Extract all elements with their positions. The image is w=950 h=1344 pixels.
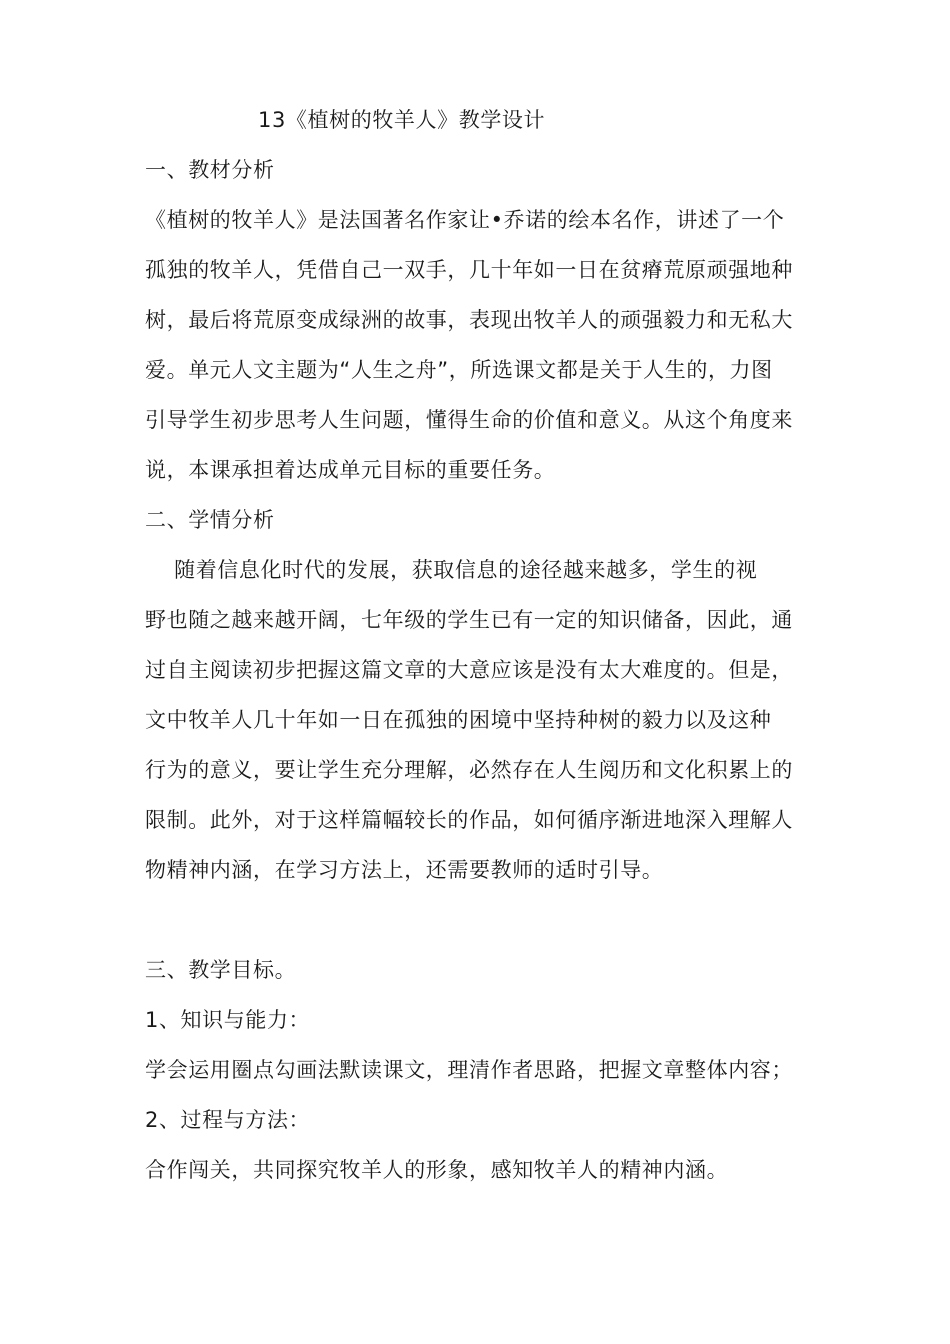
section1-line: 说，本课承担着达成单元目标的重要任务。	[145, 458, 556, 482]
section2-line: 过自主阅读初步把握这篇文章的大意应该是没有太大难度的。但是，	[145, 658, 793, 682]
goal1-text: 学会运用圈点勾画法默读课文，理清作者思路，把握文章整体内容；	[145, 1058, 793, 1082]
section2-line: 限制。此外，对于这样篇幅较长的作品，如何循序渐进地深入理解人	[145, 808, 793, 832]
goal2-text: 合作闯关，共同探究牧羊人的形象，感知牧羊人的精神内涵。	[145, 1158, 729, 1182]
section1-line: 引导学生初步思考人生问题，懂得生命的价值和意义。从这个角度来	[145, 408, 793, 432]
section1-line: 《植树的牧羊人》是法国著名作家让•乔诺的绘本名作，讲述了一个	[145, 208, 785, 232]
section2-line: 野也随之越来越开阔，七年级的学生已有一定的知识储备，因此，通	[145, 608, 793, 632]
section2-line: 随着信息化时代的发展，获取信息的途径越来越多，学生的视	[145, 558, 758, 582]
section2-line: 行为的意义，要让学生充分理解，必然存在人生阅历和文化积累上的	[145, 758, 793, 782]
section2-heading: 二、学情分析	[145, 508, 275, 532]
goal2-heading: 2、过程与方法：	[145, 1108, 311, 1132]
section3-heading: 三、教学目标。	[145, 958, 297, 982]
section1-line: 爱。单元人文主题为“人生之舟”，所选课文都是关于人生的，力图	[145, 358, 773, 382]
section2-line: 文中牧羊人几十年如一日在孤独的困境中坚持种树的毅力以及这种	[145, 708, 772, 732]
section2-line: 物精神内涵，在学习方法上，还需要教师的适时引导。	[145, 858, 664, 882]
section1-line: 树，最后将荒原变成绿洲的故事，表现出牧羊人的顽强毅力和无私大	[145, 308, 793, 332]
goal1-heading: 1、知识与能力：	[145, 1008, 311, 1032]
section1-line: 孤独的牧羊人，凭借自己一双手，几十年如一日在贫瘠荒原顽强地种	[145, 258, 793, 282]
section1-heading: 一、教材分析	[145, 158, 275, 182]
document-title: 13《植树的牧羊人》教学设计	[258, 108, 546, 132]
